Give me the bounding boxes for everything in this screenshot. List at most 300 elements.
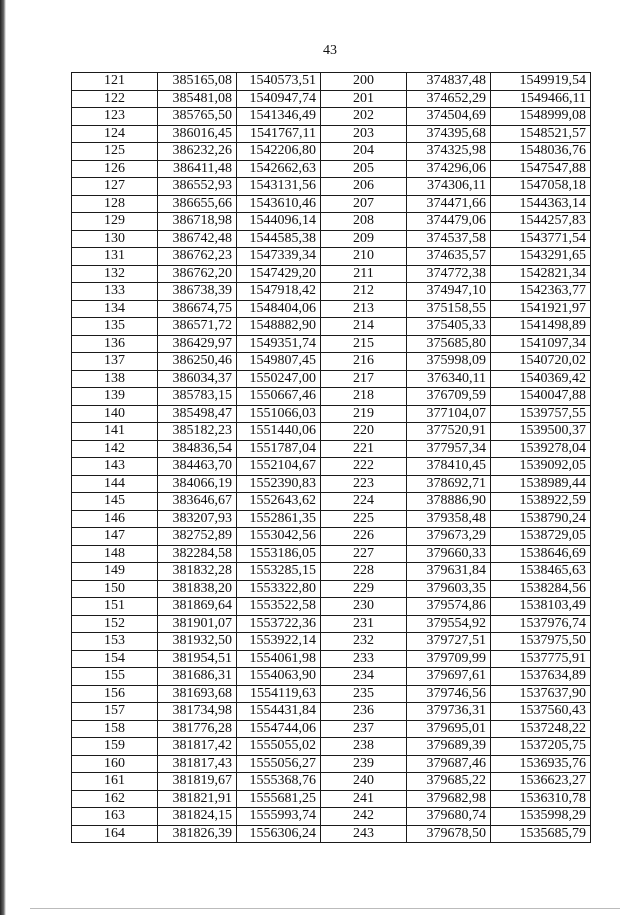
y-coordinate-left: 1554744,06 (237, 720, 321, 738)
y-coordinate-right: 1539500,37 (491, 423, 591, 441)
point-number-right: 219 (321, 405, 407, 423)
y-coordinate-left: 1553186,05 (237, 545, 321, 563)
y-coordinate-right: 1542821,34 (491, 265, 591, 283)
x-coordinate-left: 386655,66 (158, 195, 237, 213)
point-number-right: 209 (321, 230, 407, 248)
point-number-right: 215 (321, 335, 407, 353)
x-coordinate-right: 379673,29 (407, 528, 491, 546)
table-row (72, 773, 591, 791)
y-coordinate-left: 1552390,83 (237, 475, 321, 493)
table-row (72, 195, 591, 213)
y-coordinate-right: 1543771,54 (491, 230, 591, 248)
point-number-right: 235 (321, 685, 407, 703)
point-number-right: 206 (321, 178, 407, 196)
x-coordinate-left: 386762,23 (158, 248, 237, 266)
point-number-left: 153 (72, 633, 158, 651)
y-coordinate-left: 1556306,24 (237, 825, 321, 843)
point-number-right: 207 (321, 195, 407, 213)
y-coordinate-right: 1537637,90 (491, 685, 591, 703)
point-number-right: 214 (321, 318, 407, 336)
point-number-left: 143 (72, 458, 158, 476)
x-coordinate-left: 385165,08 (158, 73, 237, 91)
y-coordinate-right: 1541097,34 (491, 335, 591, 353)
point-number-right: 200 (321, 73, 407, 91)
y-coordinate-right: 1538729,05 (491, 528, 591, 546)
x-coordinate-left: 381776,28 (158, 720, 237, 738)
point-number-left: 142 (72, 440, 158, 458)
point-number-right: 228 (321, 563, 407, 581)
point-number-left: 161 (72, 773, 158, 791)
table-row (72, 178, 591, 196)
x-coordinate-left: 386034,37 (158, 370, 237, 388)
x-coordinate-right: 374772,38 (407, 265, 491, 283)
y-coordinate-right: 1548521,57 (491, 125, 591, 143)
x-coordinate-right: 379727,51 (407, 633, 491, 651)
y-coordinate-right: 1535998,29 (491, 808, 591, 826)
point-number-left: 163 (72, 808, 158, 826)
point-number-right: 204 (321, 143, 407, 161)
point-number-left: 121 (72, 73, 158, 91)
y-coordinate-left: 1542206,80 (237, 143, 321, 161)
y-coordinate-right: 1538646,69 (491, 545, 591, 563)
y-coordinate-left: 1543610,46 (237, 195, 321, 213)
y-coordinate-right: 1538284,56 (491, 580, 591, 598)
table-row (72, 283, 591, 301)
table-row (72, 108, 591, 126)
x-coordinate-left: 385182,23 (158, 423, 237, 441)
y-coordinate-left: 1555368,76 (237, 773, 321, 791)
table-row (72, 755, 591, 773)
page-number: 43 (323, 43, 337, 58)
x-coordinate-left: 384836,54 (158, 440, 237, 458)
point-number-right: 211 (321, 265, 407, 283)
point-number-right: 239 (321, 755, 407, 773)
y-coordinate-right: 1544257,83 (491, 213, 591, 231)
y-coordinate-right: 1539092,05 (491, 458, 591, 476)
point-number-left: 160 (72, 755, 158, 773)
point-number-right: 218 (321, 388, 407, 406)
table-row (72, 790, 591, 808)
y-coordinate-left: 1544096,14 (237, 213, 321, 231)
x-coordinate-left: 384463,70 (158, 458, 237, 476)
y-coordinate-left: 1547918,42 (237, 283, 321, 301)
y-coordinate-left: 1553322,80 (237, 580, 321, 598)
point-number-right: 220 (321, 423, 407, 441)
x-coordinate-left: 381932,50 (158, 633, 237, 651)
point-number-right: 213 (321, 300, 407, 318)
table-row (72, 73, 591, 91)
x-coordinate-left: 381954,51 (158, 650, 237, 668)
table-row (72, 230, 591, 248)
table-row (72, 528, 591, 546)
table-row (72, 475, 591, 493)
y-coordinate-left: 1541346,49 (237, 108, 321, 126)
y-coordinate-right: 1535685,79 (491, 825, 591, 843)
table-row (72, 318, 591, 336)
y-coordinate-left: 1552104,67 (237, 458, 321, 476)
table-row (72, 353, 591, 371)
point-number-right: 241 (321, 790, 407, 808)
x-coordinate-right: 377957,34 (407, 440, 491, 458)
y-coordinate-left: 1552643,62 (237, 493, 321, 511)
x-coordinate-right: 375158,55 (407, 300, 491, 318)
table-row (72, 423, 591, 441)
table-row (72, 405, 591, 423)
y-coordinate-left: 1540573,51 (237, 73, 321, 91)
table-row (72, 545, 591, 563)
coordinates-table-body (72, 73, 591, 843)
x-coordinate-right: 379685,22 (407, 773, 491, 791)
table-row (72, 143, 591, 161)
y-coordinate-right: 1538465,63 (491, 563, 591, 581)
x-coordinate-right: 379680,74 (407, 808, 491, 826)
y-coordinate-right: 1537775,91 (491, 650, 591, 668)
point-number-left: 123 (72, 108, 158, 126)
point-number-right: 224 (321, 493, 407, 511)
y-coordinate-right: 1537634,89 (491, 668, 591, 686)
x-coordinate-left: 385765,50 (158, 108, 237, 126)
point-number-left: 150 (72, 580, 158, 598)
point-number-right: 223 (321, 475, 407, 493)
point-number-right: 201 (321, 90, 407, 108)
x-coordinate-right: 374635,57 (407, 248, 491, 266)
table-row (72, 213, 591, 231)
point-number-right: 217 (321, 370, 407, 388)
y-coordinate-left: 1551440,06 (237, 423, 321, 441)
x-coordinate-right: 374395,68 (407, 125, 491, 143)
y-coordinate-left: 1553285,15 (237, 563, 321, 581)
y-coordinate-left: 1550667,46 (237, 388, 321, 406)
x-coordinate-right: 379709,99 (407, 650, 491, 668)
point-number-left: 138 (72, 370, 158, 388)
x-coordinate-left: 382284,58 (158, 545, 237, 563)
y-coordinate-left: 1544585,38 (237, 230, 321, 248)
table-row (72, 388, 591, 406)
point-number-left: 136 (72, 335, 158, 353)
y-coordinate-right: 1542363,77 (491, 283, 591, 301)
y-coordinate-left: 1555993,74 (237, 808, 321, 826)
y-coordinate-right: 1544363,14 (491, 195, 591, 213)
x-coordinate-left: 386552,93 (158, 178, 237, 196)
y-coordinate-right: 1548999,08 (491, 108, 591, 126)
x-coordinate-left: 381901,07 (158, 615, 237, 633)
y-coordinate-left: 1551066,03 (237, 405, 321, 423)
x-coordinate-right: 379746,56 (407, 685, 491, 703)
point-number-right: 210 (321, 248, 407, 266)
x-coordinate-right: 374652,29 (407, 90, 491, 108)
y-coordinate-right: 1537975,50 (491, 633, 591, 651)
y-coordinate-left: 1542662,63 (237, 160, 321, 178)
table-row (72, 598, 591, 616)
x-coordinate-left: 386674,75 (158, 300, 237, 318)
point-number-left: 126 (72, 160, 158, 178)
x-coordinate-left: 384066,19 (158, 475, 237, 493)
y-coordinate-left: 1554063,90 (237, 668, 321, 686)
y-coordinate-left: 1551787,04 (237, 440, 321, 458)
y-coordinate-right: 1538103,49 (491, 598, 591, 616)
point-number-left: 158 (72, 720, 158, 738)
scan-edge (0, 0, 6, 915)
y-coordinate-right: 1549919,54 (491, 73, 591, 91)
point-number-right: 240 (321, 773, 407, 791)
table-row (72, 90, 591, 108)
point-number-right: 227 (321, 545, 407, 563)
point-number-right: 226 (321, 528, 407, 546)
x-coordinate-left: 386571,72 (158, 318, 237, 336)
y-coordinate-left: 1554061,98 (237, 650, 321, 668)
y-coordinate-right: 1538922,59 (491, 493, 591, 511)
table-row (72, 615, 591, 633)
y-coordinate-right: 1540720,02 (491, 353, 591, 371)
y-coordinate-left: 1549807,45 (237, 353, 321, 371)
y-coordinate-right: 1538989,44 (491, 475, 591, 493)
y-coordinate-right: 1547547,88 (491, 160, 591, 178)
y-coordinate-right: 1547058,18 (491, 178, 591, 196)
table-row (72, 300, 591, 318)
table-row (72, 458, 591, 476)
point-number-left: 152 (72, 615, 158, 633)
x-coordinate-right: 378410,45 (407, 458, 491, 476)
x-coordinate-right: 379678,50 (407, 825, 491, 843)
y-coordinate-right: 1541921,97 (491, 300, 591, 318)
point-number-left: 156 (72, 685, 158, 703)
point-number-left: 144 (72, 475, 158, 493)
point-number-right: 238 (321, 738, 407, 756)
x-coordinate-left: 381734,98 (158, 703, 237, 721)
x-coordinate-right: 375405,33 (407, 318, 491, 336)
point-number-right: 205 (321, 160, 407, 178)
x-coordinate-right: 378886,90 (407, 493, 491, 511)
point-number-left: 140 (72, 405, 158, 423)
x-coordinate-left: 381693,68 (158, 685, 237, 703)
y-coordinate-right: 1548036,76 (491, 143, 591, 161)
x-coordinate-left: 381817,43 (158, 755, 237, 773)
point-number-right: 229 (321, 580, 407, 598)
y-coordinate-left: 1553522,58 (237, 598, 321, 616)
point-number-right: 202 (321, 108, 407, 126)
table-row (72, 510, 591, 528)
point-number-left: 128 (72, 195, 158, 213)
table-row (72, 335, 591, 353)
table-row (72, 650, 591, 668)
point-number-left: 122 (72, 90, 158, 108)
point-number-left: 151 (72, 598, 158, 616)
y-coordinate-right: 1537248,22 (491, 720, 591, 738)
point-number-right: 236 (321, 703, 407, 721)
table-row (72, 125, 591, 143)
table-row (72, 720, 591, 738)
y-coordinate-left: 1554119,63 (237, 685, 321, 703)
x-coordinate-left: 381869,64 (158, 598, 237, 616)
x-coordinate-left: 386250,46 (158, 353, 237, 371)
x-coordinate-right: 376340,11 (407, 370, 491, 388)
table-row (72, 370, 591, 388)
table-row (72, 563, 591, 581)
bottom-divider (30, 908, 620, 909)
table-row (72, 160, 591, 178)
x-coordinate-left: 381824,15 (158, 808, 237, 826)
x-coordinate-right: 379682,98 (407, 790, 491, 808)
point-number-right: 230 (321, 598, 407, 616)
point-number-right: 222 (321, 458, 407, 476)
coordinates-table (71, 72, 591, 843)
point-number-left: 133 (72, 283, 158, 301)
point-number-right: 231 (321, 615, 407, 633)
x-coordinate-left: 385783,15 (158, 388, 237, 406)
point-number-left: 130 (72, 230, 158, 248)
y-coordinate-right: 1536623,27 (491, 773, 591, 791)
y-coordinate-right: 1540369,42 (491, 370, 591, 388)
x-coordinate-right: 379603,35 (407, 580, 491, 598)
x-coordinate-right: 379660,33 (407, 545, 491, 563)
x-coordinate-right: 378692,71 (407, 475, 491, 493)
x-coordinate-left: 381819,67 (158, 773, 237, 791)
x-coordinate-right: 379554,92 (407, 615, 491, 633)
y-coordinate-right: 1538790,24 (491, 510, 591, 528)
point-number-right: 232 (321, 633, 407, 651)
table-row (72, 580, 591, 598)
point-number-left: 129 (72, 213, 158, 231)
x-coordinate-right: 379736,31 (407, 703, 491, 721)
x-coordinate-left: 386742,48 (158, 230, 237, 248)
y-coordinate-left: 1550247,00 (237, 370, 321, 388)
y-coordinate-left: 1553922,14 (237, 633, 321, 651)
x-coordinate-right: 379631,84 (407, 563, 491, 581)
x-coordinate-right: 379689,39 (407, 738, 491, 756)
point-number-left: 125 (72, 143, 158, 161)
y-coordinate-left: 1549351,74 (237, 335, 321, 353)
point-number-right: 225 (321, 510, 407, 528)
x-coordinate-right: 379695,01 (407, 720, 491, 738)
x-coordinate-right: 379358,48 (407, 510, 491, 528)
y-coordinate-right: 1539757,55 (491, 405, 591, 423)
y-coordinate-left: 1540947,74 (237, 90, 321, 108)
point-number-right: 203 (321, 125, 407, 143)
table-row (72, 685, 591, 703)
point-number-right: 216 (321, 353, 407, 371)
y-coordinate-right: 1536935,76 (491, 755, 591, 773)
x-coordinate-right: 377520,91 (407, 423, 491, 441)
point-number-right: 242 (321, 808, 407, 826)
point-number-left: 146 (72, 510, 158, 528)
point-number-right: 208 (321, 213, 407, 231)
point-number-left: 141 (72, 423, 158, 441)
point-number-left: 149 (72, 563, 158, 581)
x-coordinate-right: 374306,11 (407, 178, 491, 196)
table-row (72, 668, 591, 686)
x-coordinate-left: 382752,89 (158, 528, 237, 546)
x-coordinate-right: 374837,48 (407, 73, 491, 91)
table-row (72, 440, 591, 458)
x-coordinate-right: 374325,98 (407, 143, 491, 161)
table-row (72, 633, 591, 651)
y-coordinate-right: 1539278,04 (491, 440, 591, 458)
point-number-left: 134 (72, 300, 158, 318)
x-coordinate-right: 379687,46 (407, 755, 491, 773)
x-coordinate-right: 379574,86 (407, 598, 491, 616)
table-row (72, 738, 591, 756)
point-number-left: 137 (72, 353, 158, 371)
y-coordinate-right: 1540047,88 (491, 388, 591, 406)
y-coordinate-left: 1554431,84 (237, 703, 321, 721)
x-coordinate-left: 381838,20 (158, 580, 237, 598)
table-row (72, 493, 591, 511)
x-coordinate-right: 376709,59 (407, 388, 491, 406)
y-coordinate-right: 1537205,75 (491, 738, 591, 756)
x-coordinate-right: 374471,66 (407, 195, 491, 213)
x-coordinate-left: 386411,48 (158, 160, 237, 178)
point-number-left: 164 (72, 825, 158, 843)
point-number-left: 162 (72, 790, 158, 808)
y-coordinate-left: 1548404,06 (237, 300, 321, 318)
table-row (72, 825, 591, 843)
table-row (72, 248, 591, 266)
x-coordinate-right: 375685,80 (407, 335, 491, 353)
point-number-left: 154 (72, 650, 158, 668)
point-number-left: 124 (72, 125, 158, 143)
x-coordinate-left: 381821,91 (158, 790, 237, 808)
point-number-right: 233 (321, 650, 407, 668)
x-coordinate-left: 381686,31 (158, 668, 237, 686)
point-number-right: 221 (321, 440, 407, 458)
x-coordinate-right: 374947,10 (407, 283, 491, 301)
point-number-left: 131 (72, 248, 158, 266)
x-coordinate-left: 386718,98 (158, 213, 237, 231)
y-coordinate-left: 1555056,27 (237, 755, 321, 773)
x-coordinate-left: 383646,67 (158, 493, 237, 511)
point-number-left: 157 (72, 703, 158, 721)
y-coordinate-left: 1547339,34 (237, 248, 321, 266)
x-coordinate-left: 381826,39 (158, 825, 237, 843)
y-coordinate-right: 1541498,89 (491, 318, 591, 336)
point-number-right: 243 (321, 825, 407, 843)
x-coordinate-left: 386738,39 (158, 283, 237, 301)
x-coordinate-left: 381832,28 (158, 563, 237, 581)
y-coordinate-left: 1555681,25 (237, 790, 321, 808)
point-number-left: 147 (72, 528, 158, 546)
table-row (72, 265, 591, 283)
y-coordinate-left: 1553722,36 (237, 615, 321, 633)
y-coordinate-left: 1543131,56 (237, 178, 321, 196)
y-coordinate-left: 1541767,11 (237, 125, 321, 143)
y-coordinate-right: 1536310,78 (491, 790, 591, 808)
point-number-left: 145 (72, 493, 158, 511)
y-coordinate-left: 1547429,20 (237, 265, 321, 283)
y-coordinate-left: 1552861,35 (237, 510, 321, 528)
x-coordinate-right: 374504,69 (407, 108, 491, 126)
y-coordinate-right: 1537976,74 (491, 615, 591, 633)
x-coordinate-left: 385498,47 (158, 405, 237, 423)
x-coordinate-right: 374537,58 (407, 230, 491, 248)
y-coordinate-left: 1553042,56 (237, 528, 321, 546)
x-coordinate-left: 383207,93 (158, 510, 237, 528)
y-coordinate-right: 1543291,65 (491, 248, 591, 266)
point-number-right: 234 (321, 668, 407, 686)
point-number-left: 139 (72, 388, 158, 406)
point-number-left: 127 (72, 178, 158, 196)
x-coordinate-left: 381817,42 (158, 738, 237, 756)
x-coordinate-left: 386016,45 (158, 125, 237, 143)
point-number-right: 237 (321, 720, 407, 738)
y-coordinate-left: 1555055,02 (237, 738, 321, 756)
x-coordinate-right: 374479,06 (407, 213, 491, 231)
point-number-right: 212 (321, 283, 407, 301)
point-number-left: 132 (72, 265, 158, 283)
x-coordinate-left: 386762,20 (158, 265, 237, 283)
x-coordinate-left: 386429,97 (158, 335, 237, 353)
point-number-left: 135 (72, 318, 158, 336)
point-number-left: 148 (72, 545, 158, 563)
